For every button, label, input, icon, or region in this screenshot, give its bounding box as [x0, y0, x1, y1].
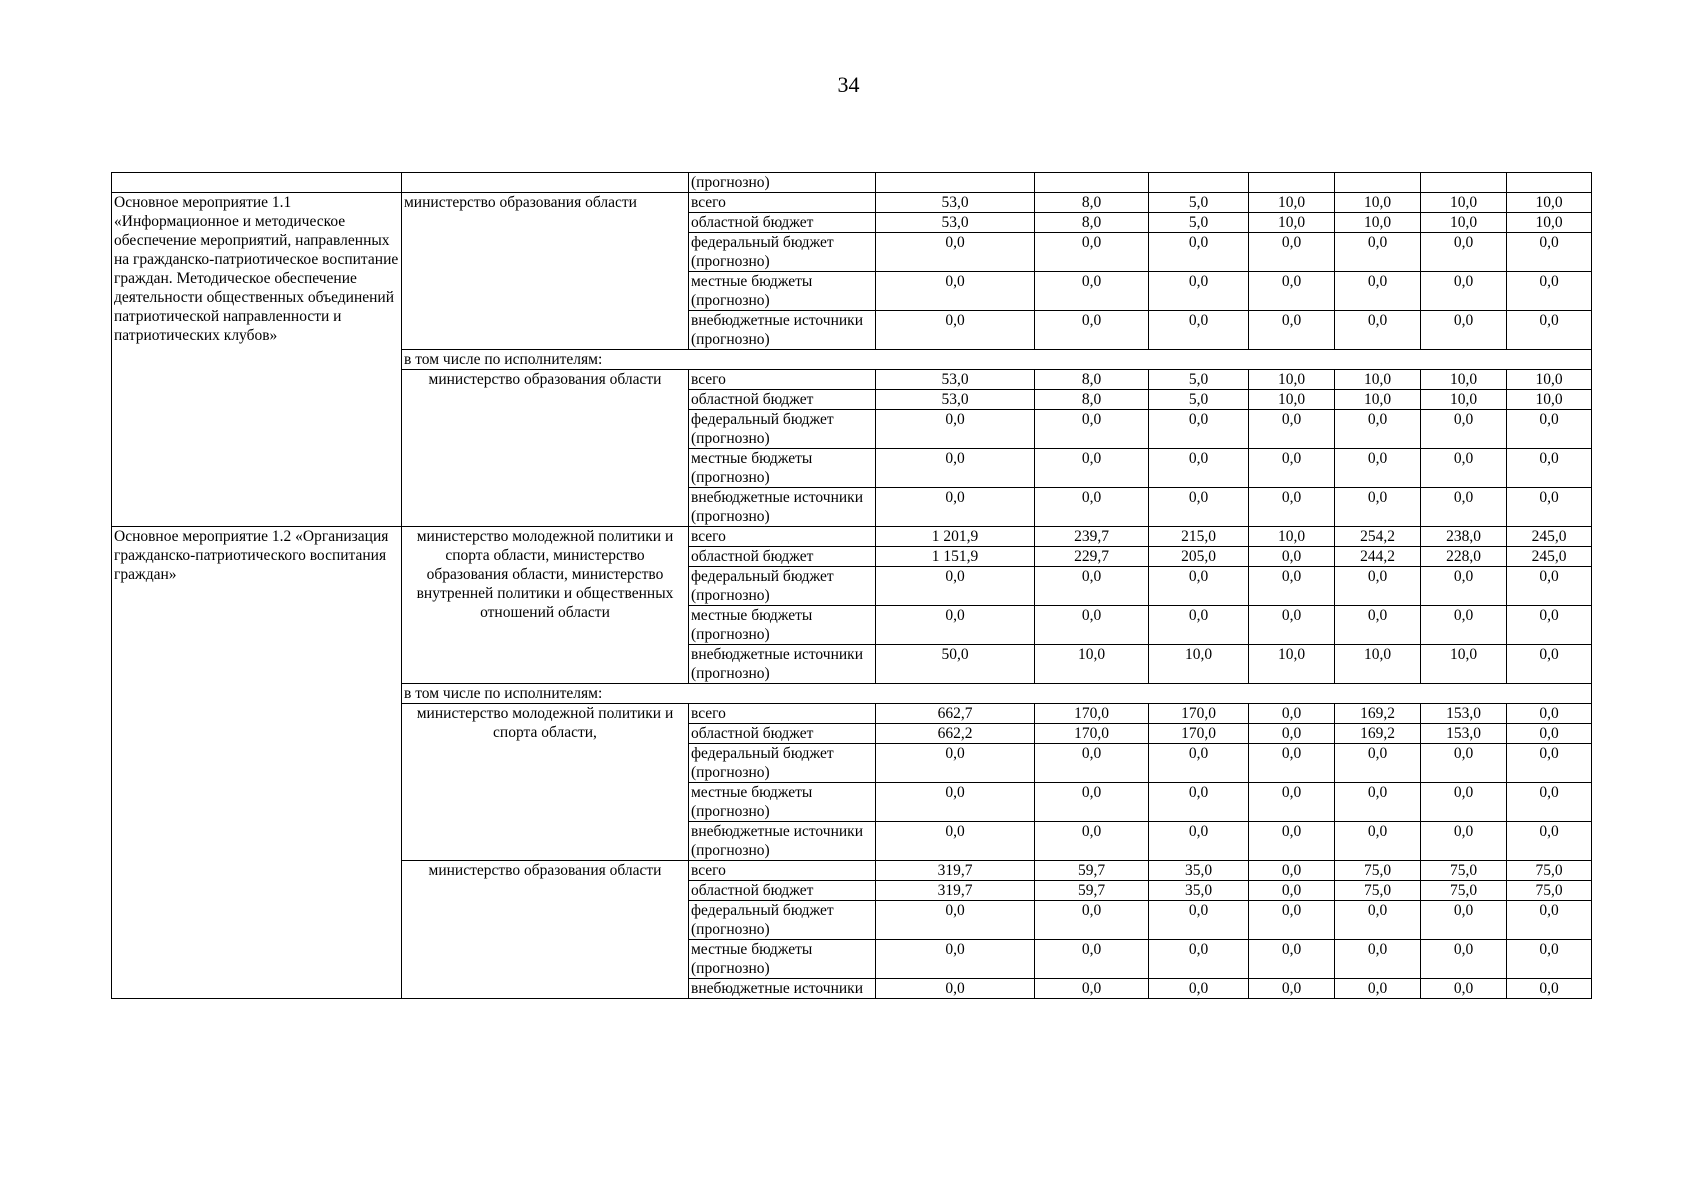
- value-cell: 662,7: [876, 704, 1035, 724]
- value-cell: 0,0: [1035, 410, 1149, 449]
- value-cell: 10,0: [1335, 390, 1421, 410]
- value-cell: 0,0: [1335, 606, 1421, 645]
- source-cell: местные бюджеты (прогнозно): [689, 449, 876, 488]
- value-cell: 10,0: [1507, 390, 1592, 410]
- table-cell: [1035, 173, 1149, 193]
- value-cell: 0,0: [1335, 744, 1421, 783]
- value-cell: 0,0: [1421, 606, 1507, 645]
- value-cell: 0,0: [1035, 449, 1149, 488]
- value-cell: 0,0: [1335, 233, 1421, 272]
- value-cell: 0,0: [1335, 272, 1421, 311]
- value-cell: 0,0: [1249, 272, 1335, 311]
- value-cell: 0,0: [1249, 233, 1335, 272]
- value-cell: 0,0: [1249, 547, 1335, 567]
- table-cell: [1421, 173, 1507, 193]
- source-cell: федеральный бюджет (прогнозно): [689, 901, 876, 940]
- value-cell: 1 151,9: [876, 547, 1035, 567]
- executor-cell: министерство молодежной политики и спорта области, министерство образования области, министерство внутренней политики и общественных отношений области: [402, 527, 689, 684]
- value-cell: 0,0: [1149, 567, 1249, 606]
- value-cell: 0,0: [1507, 449, 1592, 488]
- value-cell: 0,0: [876, 233, 1035, 272]
- value-cell: 0,0: [1421, 449, 1507, 488]
- value-cell: 75,0: [1335, 861, 1421, 881]
- value-cell: 0,0: [1149, 744, 1249, 783]
- value-cell: 0,0: [1249, 704, 1335, 724]
- value-cell: 0,0: [1149, 940, 1249, 979]
- value-cell: 0,0: [1149, 233, 1249, 272]
- source-cell: федеральный бюджет (прогнозно): [689, 410, 876, 449]
- value-cell: 75,0: [1507, 861, 1592, 881]
- source-cell: (прогнозно): [689, 173, 876, 193]
- executor-cell: министерство образования области: [402, 370, 689, 527]
- value-cell: 0,0: [1421, 410, 1507, 449]
- value-cell: 59,7: [1035, 881, 1149, 901]
- value-cell: 0,0: [1335, 940, 1421, 979]
- value-cell: 0,0: [1035, 567, 1149, 606]
- value-cell: 35,0: [1149, 881, 1249, 901]
- table-cell: [1507, 173, 1592, 193]
- value-cell: 0,0: [1507, 645, 1592, 684]
- value-cell: 0,0: [1249, 901, 1335, 940]
- value-cell: 0,0: [1335, 488, 1421, 527]
- value-cell: 0,0: [1421, 979, 1507, 999]
- page-number: 34: [837, 72, 860, 97]
- source-cell: всего: [689, 527, 876, 547]
- value-cell: 0,0: [1249, 881, 1335, 901]
- executor-cell: министерство образования области: [402, 861, 689, 999]
- value-cell: 8,0: [1035, 390, 1149, 410]
- value-cell: 35,0: [1149, 861, 1249, 881]
- source-cell: внебюджетные источники (прогнозно): [689, 645, 876, 684]
- value-cell: 0,0: [1421, 567, 1507, 606]
- source-cell: федеральный бюджет (прогнозно): [689, 567, 876, 606]
- value-cell: 0,0: [1335, 311, 1421, 350]
- value-cell: 53,0: [876, 193, 1035, 213]
- value-cell: 239,7: [1035, 527, 1149, 547]
- value-cell: 0,0: [1249, 567, 1335, 606]
- table-row: [112, 193, 1592, 213]
- value-cell: 170,0: [1149, 704, 1249, 724]
- value-cell: 8,0: [1035, 193, 1149, 213]
- value-cell: 0,0: [876, 410, 1035, 449]
- value-cell: 0,0: [1149, 410, 1249, 449]
- value-cell: 0,0: [1249, 449, 1335, 488]
- value-cell: 170,0: [1149, 724, 1249, 744]
- value-cell: 10,0: [1421, 193, 1507, 213]
- value-cell: 319,7: [876, 881, 1035, 901]
- executors-subheader: в том числе по исполнителям:: [402, 684, 1592, 704]
- value-cell: 0,0: [1421, 744, 1507, 783]
- value-cell: 0,0: [1149, 488, 1249, 527]
- value-cell: 10,0: [1249, 390, 1335, 410]
- source-cell: внебюджетные источники: [689, 979, 876, 999]
- value-cell: 59,7: [1035, 861, 1149, 881]
- table-cell: [876, 173, 1035, 193]
- value-cell: 10,0: [1421, 213, 1507, 233]
- value-cell: 0,0: [1035, 783, 1149, 822]
- value-cell: 662,2: [876, 724, 1035, 744]
- value-cell: 0,0: [1035, 822, 1149, 861]
- source-cell: всего: [689, 704, 876, 724]
- value-cell: 75,0: [1507, 881, 1592, 901]
- value-cell: 0,0: [1149, 979, 1249, 999]
- value-cell: 0,0: [1149, 901, 1249, 940]
- value-cell: 0,0: [1149, 783, 1249, 822]
- value-cell: 0,0: [1035, 311, 1149, 350]
- source-cell: всего: [689, 193, 876, 213]
- value-cell: 0,0: [1249, 822, 1335, 861]
- table-cell: [1249, 173, 1335, 193]
- value-cell: 10,0: [1507, 370, 1592, 390]
- executor-cell: министерство молодежной политики и спорта области,: [402, 704, 689, 861]
- value-cell: 0,0: [1249, 606, 1335, 645]
- value-cell: 0,0: [1335, 783, 1421, 822]
- source-cell: местные бюджеты (прогнозно): [689, 272, 876, 311]
- source-cell: внебюджетные источники (прогнозно): [689, 822, 876, 861]
- source-cell: внебюджетные источники (прогнозно): [689, 488, 876, 527]
- table-cell: [402, 173, 689, 193]
- value-cell: 0,0: [876, 488, 1035, 527]
- budget-table: [111, 172, 1592, 999]
- value-cell: 0,0: [1249, 861, 1335, 881]
- value-cell: 0,0: [1507, 704, 1592, 724]
- value-cell: 10,0: [1249, 645, 1335, 684]
- value-cell: 0,0: [1249, 940, 1335, 979]
- value-cell: 244,2: [1335, 547, 1421, 567]
- source-cell: федеральный бюджет (прогнозно): [689, 744, 876, 783]
- value-cell: 169,2: [1335, 724, 1421, 744]
- table-cell: [1335, 173, 1421, 193]
- value-cell: 10,0: [1335, 213, 1421, 233]
- value-cell: 75,0: [1421, 861, 1507, 881]
- value-cell: 0,0: [1421, 822, 1507, 861]
- value-cell: 0,0: [1507, 979, 1592, 999]
- value-cell: 0,0: [1249, 724, 1335, 744]
- value-cell: 170,0: [1035, 704, 1149, 724]
- value-cell: 0,0: [1507, 744, 1592, 783]
- value-cell: 228,0: [1421, 547, 1507, 567]
- value-cell: 0,0: [1421, 901, 1507, 940]
- value-cell: 0,0: [1507, 488, 1592, 527]
- value-cell: 10,0: [1249, 527, 1335, 547]
- value-cell: 0,0: [1249, 311, 1335, 350]
- value-cell: 10,0: [1335, 370, 1421, 390]
- value-cell: 0,0: [1507, 233, 1592, 272]
- value-cell: 254,2: [1335, 527, 1421, 547]
- value-cell: 10,0: [1421, 370, 1507, 390]
- value-cell: 0,0: [1035, 488, 1149, 527]
- value-cell: 0,0: [1507, 940, 1592, 979]
- value-cell: 0,0: [1335, 901, 1421, 940]
- value-cell: 0,0: [1149, 449, 1249, 488]
- source-cell: всего: [689, 861, 876, 881]
- value-cell: 0,0: [1421, 311, 1507, 350]
- value-cell: 0,0: [876, 567, 1035, 606]
- value-cell: 0,0: [876, 606, 1035, 645]
- value-cell: 0,0: [1507, 783, 1592, 822]
- value-cell: 0,0: [1149, 606, 1249, 645]
- source-cell: местные бюджеты (прогнозно): [689, 606, 876, 645]
- value-cell: 0,0: [1249, 744, 1335, 783]
- table-row: [112, 173, 1592, 193]
- value-cell: 53,0: [876, 370, 1035, 390]
- value-cell: 8,0: [1035, 370, 1149, 390]
- value-cell: 205,0: [1149, 547, 1249, 567]
- value-cell: 10,0: [1421, 645, 1507, 684]
- value-cell: 0,0: [1507, 410, 1592, 449]
- executors-subheader: в том числе по исполнителям:: [402, 350, 1592, 370]
- value-cell: 50,0: [876, 645, 1035, 684]
- source-cell: областной бюджет: [689, 390, 876, 410]
- value-cell: 229,7: [1035, 547, 1149, 567]
- value-cell: 170,0: [1035, 724, 1149, 744]
- value-cell: 0,0: [1507, 724, 1592, 744]
- value-cell: 10,0: [1421, 390, 1507, 410]
- value-cell: 0,0: [1507, 822, 1592, 861]
- value-cell: 0,0: [1507, 567, 1592, 606]
- value-cell: 5,0: [1149, 213, 1249, 233]
- value-cell: 0,0: [1035, 979, 1149, 999]
- value-cell: 0,0: [1421, 233, 1507, 272]
- table-row: [112, 527, 1592, 547]
- value-cell: 75,0: [1335, 881, 1421, 901]
- value-cell: 245,0: [1507, 527, 1592, 547]
- value-cell: 0,0: [876, 979, 1035, 999]
- value-cell: 0,0: [1421, 783, 1507, 822]
- value-cell: 0,0: [1035, 606, 1149, 645]
- value-cell: 10,0: [1249, 213, 1335, 233]
- value-cell: 0,0: [1035, 901, 1149, 940]
- value-cell: 0,0: [1335, 449, 1421, 488]
- value-cell: 0,0: [1149, 822, 1249, 861]
- value-cell: 8,0: [1035, 213, 1149, 233]
- value-cell: 0,0: [1035, 233, 1149, 272]
- value-cell: 0,0: [876, 449, 1035, 488]
- table-cell: [1149, 173, 1249, 193]
- source-cell: местные бюджеты (прогнозно): [689, 783, 876, 822]
- value-cell: 0,0: [1335, 567, 1421, 606]
- value-cell: 0,0: [1249, 979, 1335, 999]
- value-cell: 0,0: [1249, 488, 1335, 527]
- value-cell: 0,0: [876, 744, 1035, 783]
- value-cell: 1 201,9: [876, 527, 1035, 547]
- value-cell: 10,0: [1035, 645, 1149, 684]
- value-cell: 10,0: [1249, 193, 1335, 213]
- event-title: Основное мероприятие 1.1 «Информационное и методическое обеспечение мероприятий, направленных на гражданско-патриотическое воспитание граждан. Методическое обеспечение деятельности общественных объединений патриотической направленности и патриотических клубов»: [112, 193, 402, 527]
- value-cell: 0,0: [1035, 272, 1149, 311]
- value-cell: 0,0: [1507, 901, 1592, 940]
- value-cell: 0,0: [1507, 606, 1592, 645]
- executor-cell: министерство образования области: [402, 193, 689, 350]
- value-cell: 215,0: [1149, 527, 1249, 547]
- source-cell: областной бюджет: [689, 724, 876, 744]
- value-cell: 10,0: [1335, 645, 1421, 684]
- value-cell: 53,0: [876, 390, 1035, 410]
- value-cell: 0,0: [876, 901, 1035, 940]
- value-cell: 5,0: [1149, 370, 1249, 390]
- value-cell: 169,2: [1335, 704, 1421, 724]
- value-cell: 0,0: [876, 940, 1035, 979]
- value-cell: 10,0: [1335, 193, 1421, 213]
- value-cell: 0,0: [1035, 744, 1149, 783]
- value-cell: 238,0: [1421, 527, 1507, 547]
- value-cell: 0,0: [876, 272, 1035, 311]
- value-cell: 53,0: [876, 213, 1035, 233]
- value-cell: 5,0: [1149, 193, 1249, 213]
- value-cell: 0,0: [1507, 311, 1592, 350]
- value-cell: 0,0: [876, 311, 1035, 350]
- value-cell: 0,0: [1035, 940, 1149, 979]
- value-cell: 5,0: [1149, 390, 1249, 410]
- value-cell: 153,0: [1421, 724, 1507, 744]
- value-cell: 0,0: [1249, 410, 1335, 449]
- value-cell: 10,0: [1149, 645, 1249, 684]
- source-cell: внебюджетные источники (прогнозно): [689, 311, 876, 350]
- value-cell: 0,0: [1149, 311, 1249, 350]
- source-cell: областной бюджет: [689, 547, 876, 567]
- value-cell: 10,0: [1249, 370, 1335, 390]
- value-cell: 0,0: [876, 822, 1035, 861]
- event-title: Основное мероприятие 1.2 «Организация гражданско-патриотического воспитания граждан»: [112, 527, 402, 999]
- source-cell: федеральный бюджет (прогнозно): [689, 233, 876, 272]
- value-cell: 0,0: [1149, 272, 1249, 311]
- source-cell: всего: [689, 370, 876, 390]
- value-cell: 153,0: [1421, 704, 1507, 724]
- table-cell: [112, 173, 402, 193]
- value-cell: 319,7: [876, 861, 1035, 881]
- value-cell: 0,0: [1421, 272, 1507, 311]
- value-cell: 0,0: [1249, 783, 1335, 822]
- value-cell: 75,0: [1421, 881, 1507, 901]
- source-cell: областной бюджет: [689, 881, 876, 901]
- value-cell: 245,0: [1507, 547, 1592, 567]
- value-cell: 10,0: [1507, 193, 1592, 213]
- value-cell: 0,0: [876, 783, 1035, 822]
- value-cell: 0,0: [1421, 940, 1507, 979]
- value-cell: 0,0: [1335, 979, 1421, 999]
- value-cell: 0,0: [1335, 410, 1421, 449]
- source-cell: областной бюджет: [689, 213, 876, 233]
- source-cell: местные бюджеты (прогнозно): [689, 940, 876, 979]
- value-cell: 0,0: [1335, 822, 1421, 861]
- value-cell: 0,0: [1421, 488, 1507, 527]
- value-cell: 10,0: [1507, 213, 1592, 233]
- value-cell: 0,0: [1507, 272, 1592, 311]
